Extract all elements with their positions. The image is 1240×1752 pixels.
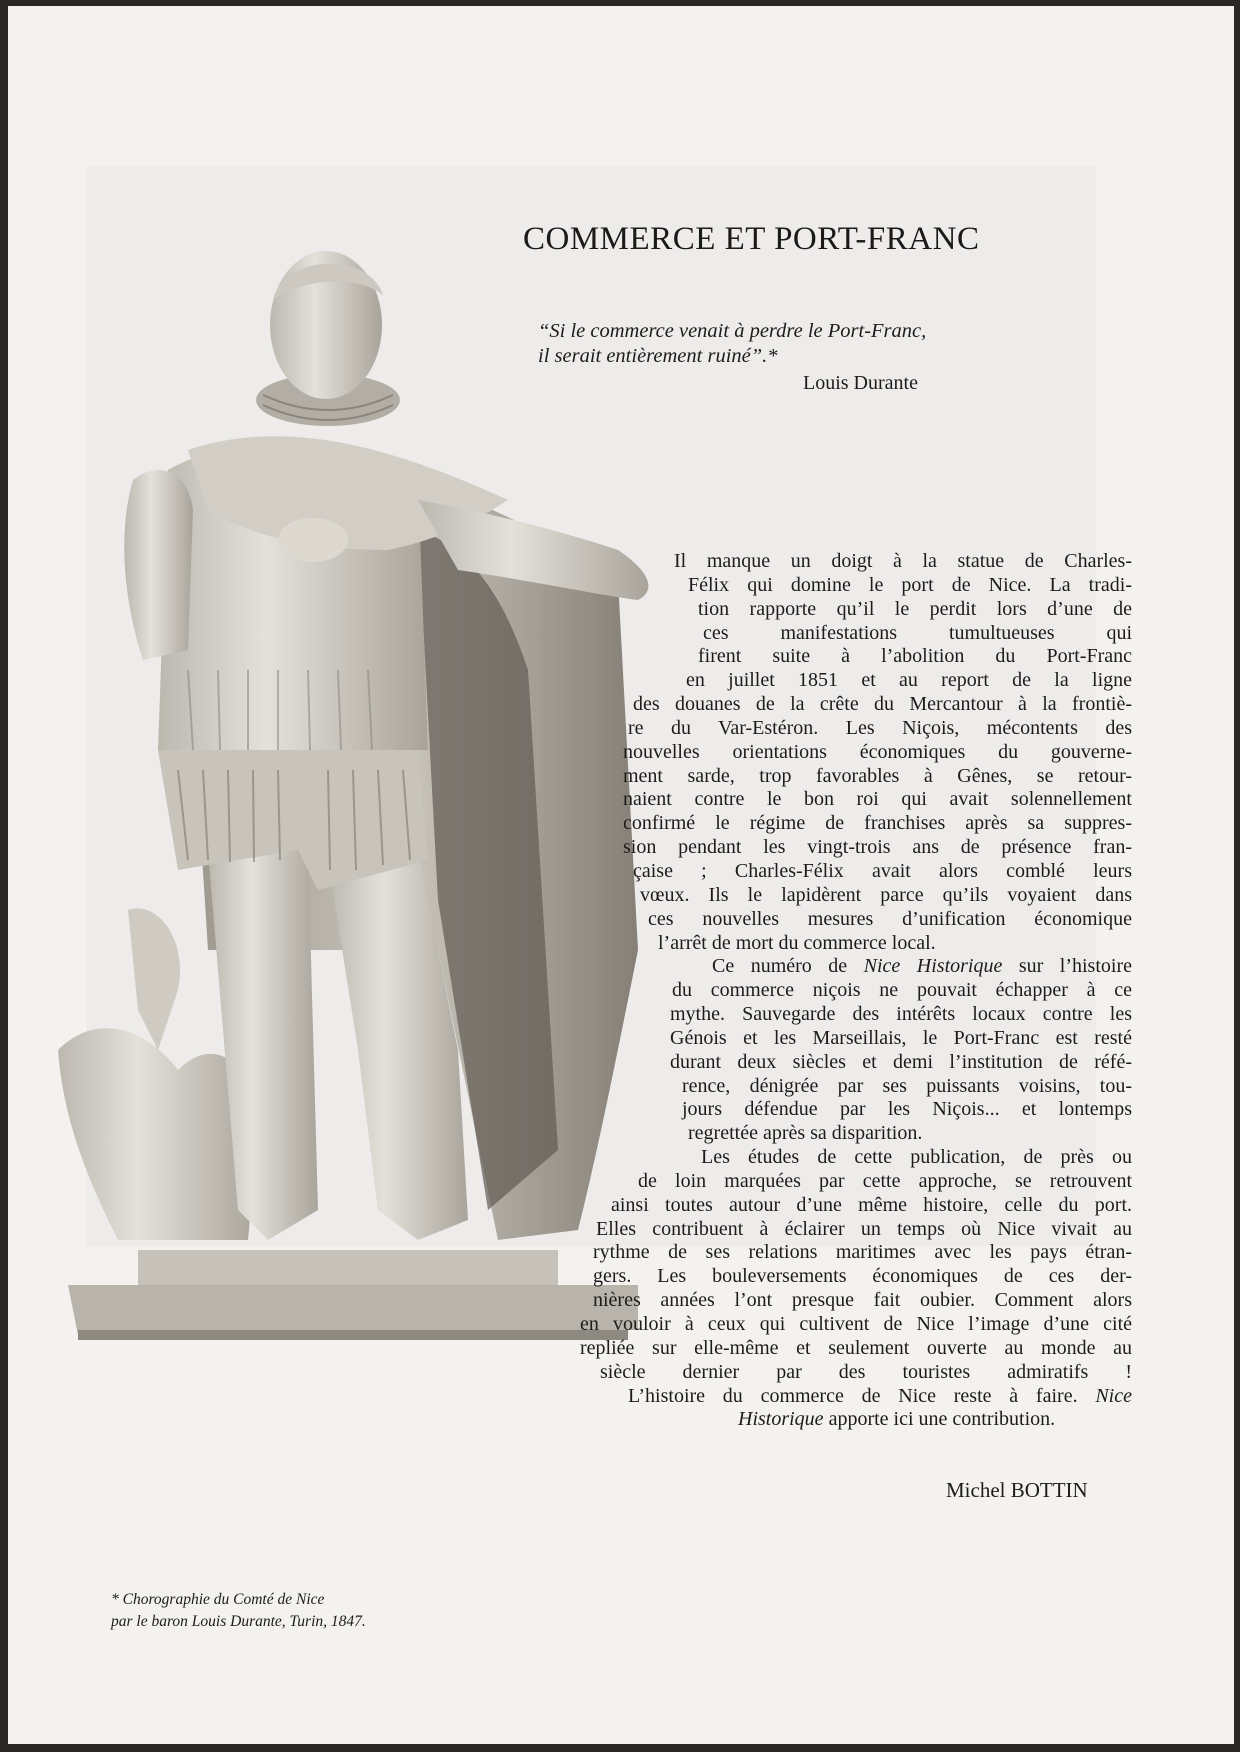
footnote-line: * Chorographie du Comté de Nice <box>111 1591 325 1608</box>
body-line: l’arrêt de mort du commerce local. <box>658 931 936 954</box>
page-title: COMMERCE ET PORT-FRANC <box>523 221 980 257</box>
body-line: ainsi toutes autour d’une même histoire, celle du port. <box>611 1193 1132 1216</box>
body-line: Génois et les Marseillais, le Port-Franc est resté <box>670 1026 1132 1049</box>
body-line: gers. Les bouleversements économiques de ces der- <box>593 1265 1132 1288</box>
body-line: mythe. Sauvegarde des intérêts locaux contre les <box>670 1003 1132 1026</box>
body-line: Il manque un doigt à la statue de Charles- <box>674 550 1132 572</box>
body-line: nières années l’ont presque fait oubier. Comment alors <box>593 1289 1132 1312</box>
quote-line: il serait entièrement ruiné”.* <box>538 345 778 367</box>
body-line: nouvelles orientations économiques du gouverne- <box>623 740 1132 763</box>
footnote-line: par le baron Louis Durante, Turin, 1847. <box>111 1613 366 1630</box>
body-line: regrettée après sa disparition. <box>688 1122 923 1145</box>
body-line: en juillet 1851 et au report de la ligne <box>686 669 1132 692</box>
body-line: sion pendant les vingt-trois ans de présence fran- <box>623 836 1132 859</box>
body-line: firent suite à l’abolition du Port-Franc <box>698 645 1132 668</box>
body-line: Historique apporte ici une contribution. <box>738 1408 1056 1431</box>
body-line: ment sarde, trop favorables à Gênes, se retour- <box>623 764 1132 787</box>
body-line: des douanes de la crête du Mercantour à la frontiè- <box>633 693 1132 716</box>
body-line: de loin marquées par cette approche, se retrouvent <box>638 1169 1132 1192</box>
body-line: vœux. Ils le lapidèrent parce qu’ils voyaient dans <box>640 883 1132 906</box>
body-line: rence, dénigrée par ses puissants voisins, tou- <box>682 1074 1132 1097</box>
body-line: Félix qui domine le port de Nice. La tradi- <box>688 573 1132 596</box>
quote-line: “Si le commerce venait à perdre le Port-Franc, <box>538 320 927 342</box>
body-line: L’histoire du commerce de Nice reste à faire. Nice <box>628 1384 1132 1407</box>
body-line: rythme de ses relations maritimes avec les pays étran- <box>593 1241 1132 1264</box>
body-line: Elles contribuent à éclairer un temps où Nice vivait au <box>596 1217 1132 1240</box>
author-signature: Michel BOTTIN <box>946 1478 1088 1502</box>
body-line: ces manifestations tumultueuses qui <box>703 621 1132 644</box>
body-line: jours défendue par les Niçois... et lontemps <box>682 1098 1132 1121</box>
body-line: siècle dernier par des touristes admiratifs ! <box>600 1360 1132 1383</box>
body-line: Les études de cette publication, de près ou <box>701 1146 1132 1169</box>
body-line: naient contre le bon roi qui avait solennellement <box>623 788 1132 811</box>
body-line: tion rapporte qu’il le perdit lors d’une de <box>698 597 1132 620</box>
quote-author: Louis Durante <box>803 372 918 394</box>
body-line: ces nouvelles mesures d’unification économique <box>648 907 1132 930</box>
footnote <box>111 1589 531 1633</box>
body-line: durant deux siècles et demi l’institution de réfé- <box>670 1050 1132 1073</box>
article-body <box>548 550 1132 1432</box>
body-line: du commerce niçois ne pouvait échapper à ce <box>672 979 1132 1002</box>
body-line: repliée sur elle-même et seulement ouverte au monde au <box>580 1336 1132 1359</box>
body-line: en vouloir à ceux qui cultivent de Nice l’image d’une cité <box>580 1313 1132 1335</box>
body-line: confirmé le régime de franchises après sa suppres- <box>623 812 1132 835</box>
body-line: çaise ; Charles-Félix avait alors comblé leurs <box>633 859 1132 882</box>
body-line: Ce numéro de Nice Historique sur l’histoire <box>712 955 1132 978</box>
document-page <box>8 6 1234 1744</box>
body-line: re du Var-Estéron. Les Niçois, mécontents des <box>628 716 1132 739</box>
